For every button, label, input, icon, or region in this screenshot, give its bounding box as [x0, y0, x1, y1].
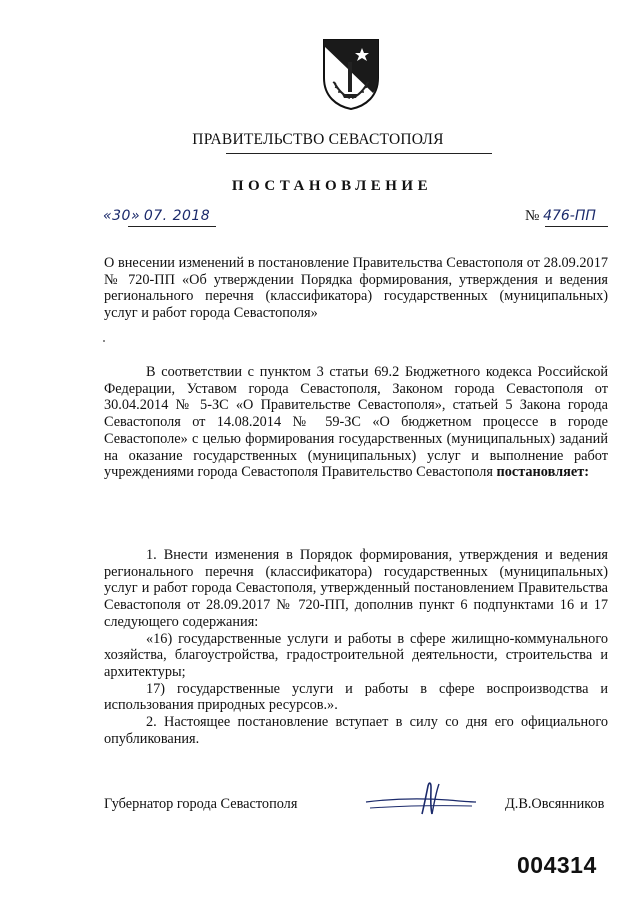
subitem-16: «16) государственные услуги и работы в сфере жилищно-коммунального хозяйства, благоустройства, градостроительной деятельности, строительства и архитектуры; — [104, 630, 608, 680]
preamble-emphasis: постановляет: — [496, 464, 590, 481]
operative-items — [104, 547, 608, 747]
document-date — [103, 208, 210, 225]
scan-speck — [103, 340, 105, 342]
coat-of-arms-icon — [322, 38, 380, 110]
document-title: О внесении изменений в постановление Правительства Севастополя от 28.09.2017 № 720-ПП «Об утверждении Порядка формирования, утверждения и ведения регионального перечня (классификатора) государственных (муниципальных) услуг и работ города Севастополя» — [104, 255, 608, 322]
date-open-quote: « — [103, 208, 113, 224]
serial-number: 004314 — [517, 852, 597, 878]
organization-name: ПРАВИТЕЛЬСТВО СЕВАСТОПОЛЯ — [192, 131, 444, 148]
signatory-title: Губернатор города Севастополя — [104, 796, 298, 812]
preamble-text: В соответствии с пунктом 3 статьи 69.2 Бюджетного кодекса Российской Федерации, Уставом города Севастополя, Законом города Севастополя от 30.04.2014 № 5-ЗС «О Правительстве Севастополя», статьей 5 Закона города Севастополя от 14.08.2014 № 59-ЗС «О бюджетном процессе в городе Севастополе» с целью формирования государственных (муниципальных) заданий на оказание государственных (муниципальных) услуг и выполнение работ учреждениями города Севастополя Правительство Севастополя — [104, 364, 608, 481]
date-day: 30 — [112, 208, 131, 224]
signatory-name: Д.В.Овсянников — [505, 796, 605, 812]
subitem-17: 17) государственные услуги и работы в сфере воспроизводства и использования природных ресурсов.». — [104, 680, 608, 714]
handwritten-signature-icon — [360, 778, 480, 818]
item-1: 1. Внести изменения в Порядок формирования, утверждения и ведения регионального перечня (классификатора) государственных (муниципальных) услуг и работ города Севастополя, утвержденный постановлением Правительства Севастополя от 28.09.2017 № 720-ПП, дополнив пункт 6 подпунктами 16 и 17 следующего содержания: — [104, 547, 608, 630]
item-2: 2. Настоящее постановление вступает в силу со дня его официального опубликования. — [104, 714, 608, 747]
preamble — [104, 364, 608, 481]
date-underline — [128, 226, 216, 227]
date-month-year: 07. 2018 — [143, 208, 211, 224]
document-number — [525, 208, 596, 225]
header-divider — [226, 153, 492, 154]
number-value: 476-ПП — [543, 208, 596, 224]
number-underline — [545, 226, 608, 227]
document-type: ПОСТАНОВЛЕНИЕ — [231, 178, 433, 194]
number-prefix: № — [525, 208, 540, 224]
date-close-quote: » — [130, 208, 141, 224]
